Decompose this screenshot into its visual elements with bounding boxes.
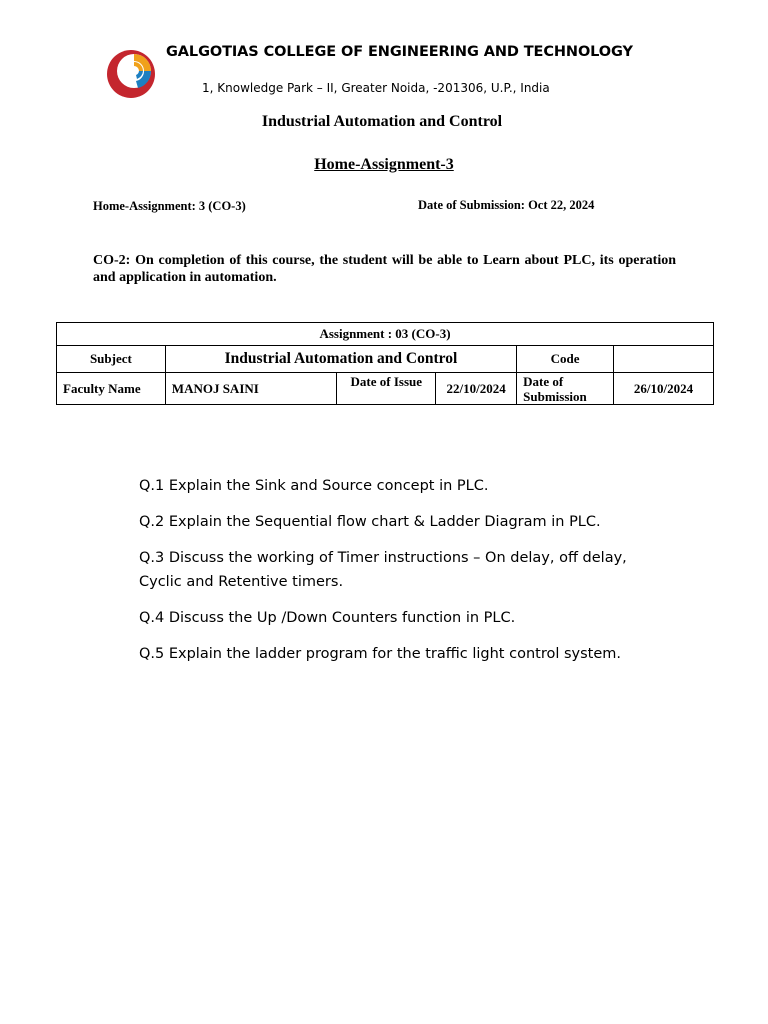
assignment-heading: Home-Assignment-3 xyxy=(314,156,454,173)
code-value xyxy=(614,346,714,373)
college-address: 1, Knowledge Park – II, Greater Noida, -201306, U.P., India xyxy=(202,81,550,95)
question-3: Q.3 Discuss the working of Timer instructions – On delay, off delay, Cyclic and Retentive timers. xyxy=(139,550,627,590)
college-name: GALGOTIAS COLLEGE OF ENGINEERING AND TECHNOLOGY xyxy=(166,44,633,60)
question-2: Q.2 Explain the Sequential flow chart & Ladder Diagram in PLC. xyxy=(139,514,601,530)
submission-date: Date of Submission: Oct 22, 2024 xyxy=(418,198,595,212)
question-list xyxy=(139,474,659,678)
course-title: Industrial Automation and Control xyxy=(261,113,503,130)
issue-date-label: Date of Issue xyxy=(337,373,436,405)
table-title: Assignment : 03 (CO-3) xyxy=(57,323,714,346)
course-outcome-statement: CO-2: On completion of this course, the student will be able to Learn about PLC, its operation and application in automation. xyxy=(93,253,676,285)
question-4: Q.4 Discuss the Up /Down Counters function in PLC. xyxy=(139,610,516,626)
subject-value: Industrial Automation and Control xyxy=(165,346,516,373)
question-1: Q.1 Explain the Sink and Source concept in PLC. xyxy=(139,478,489,494)
issue-date-value: 22/10/2024 xyxy=(436,373,517,405)
code-label: Code xyxy=(517,346,614,373)
college-logo-icon xyxy=(104,46,160,102)
submission-date-label: Date of Submission xyxy=(517,373,614,405)
question-5: Q.5 Explain the ladder program for the traffic light control system. xyxy=(139,646,621,662)
faculty-value: MANOJ SAINI xyxy=(165,373,337,405)
assignment-number: Home-Assignment: 3 (CO-3) xyxy=(93,199,246,213)
submission-date-value: 26/10/2024 xyxy=(614,373,714,405)
faculty-label: Faculty Name xyxy=(57,373,166,405)
subject-label: Subject xyxy=(57,346,166,373)
assignment-info-table xyxy=(56,322,714,405)
